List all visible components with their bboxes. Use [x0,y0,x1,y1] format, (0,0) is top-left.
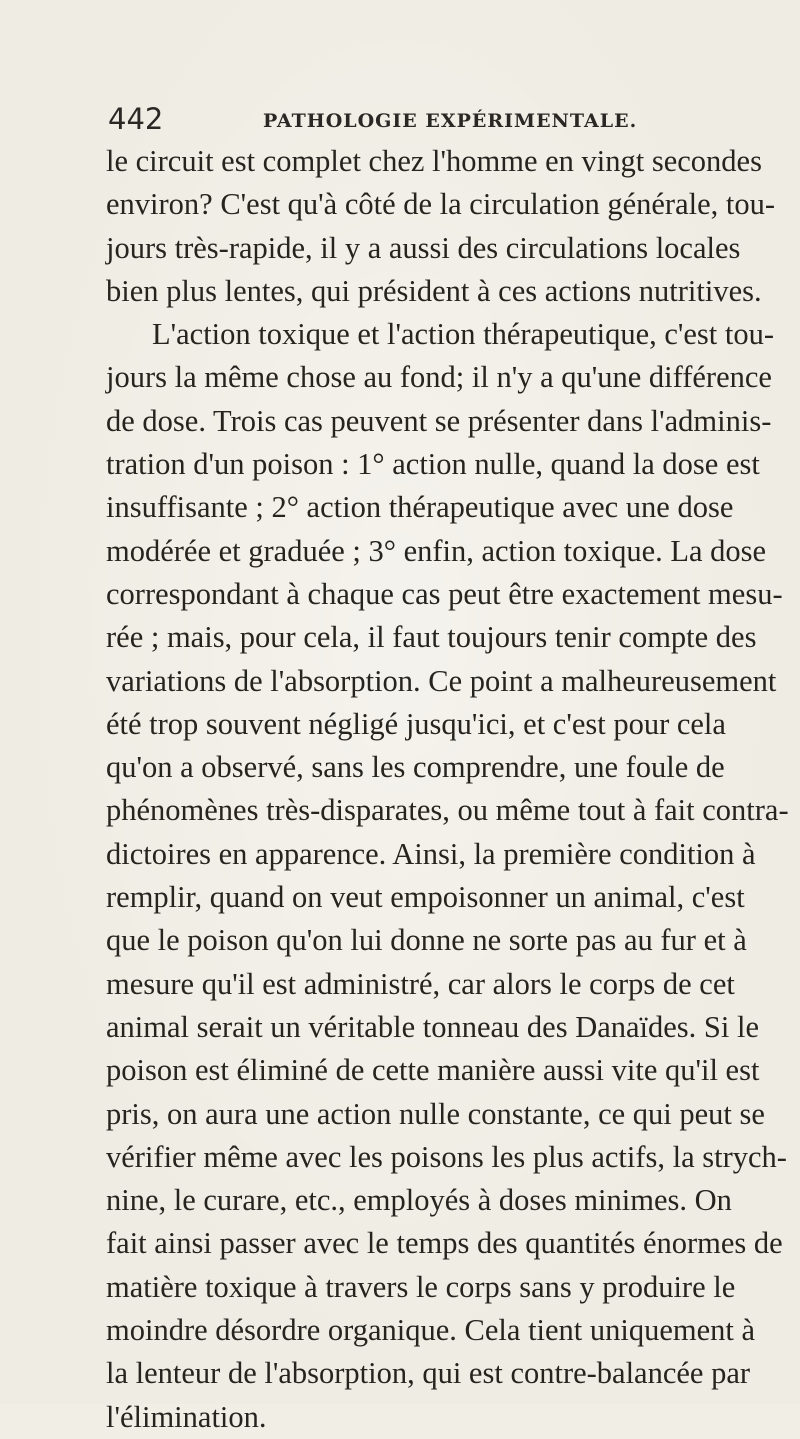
text-line: matière toxique à travers le corps sans y produire le [106,1269,736,1304]
text-line: tration d'un poison : 1° action nulle, quand la dose est [106,447,760,482]
running-head: PATHOLOGIE EXPÉRIMENTALE. [263,110,638,132]
text-line: phénomènes très-disparates, ou même tout à fait contra- [106,793,789,828]
text-line: modérée et graduée ; 3° enfin, action toxique. La dose [106,533,767,568]
page-header [108,102,708,138]
text-line: L'action toxique et l'action thérapeutique, c'est tou- [152,317,775,352]
text-line: jours très-rapide, il y a aussi des circulations locales [106,230,741,265]
text-line: fait ainsi passer avec le temps des quantités énormes de [106,1226,783,1261]
text-line: environ? C'est qu'à côté de la circulation générale, tou- [106,187,776,222]
text-line: été trop souvent négligé jusqu'ici, et c'est pour cela [106,706,726,741]
text-line: poison est éliminé de cette manière aussi vite qu'il est [106,1053,760,1088]
text-line: de dose. Trois cas peuvent se présenter dans l'adminis- [106,403,772,438]
text-line: la lenteur de l'absorption, qui est contre-balancée par [106,1356,751,1391]
page-number: 442 [108,102,164,136]
text-line: pris, on aura une action nulle constante, ce qui peut se [106,1096,765,1131]
text-line: nine, le curare, etc., employés à doses minimes. On [106,1183,732,1218]
text-line: variations de l'absorption. Ce point a malheureusement [106,663,777,698]
text-line: dictoires en apparence. Ainsi, la première condition à [106,836,756,871]
text-line: insuffisante ; 2° action thérapeutique avec une dose [106,490,734,525]
text-line: moindre désordre organique. Cela tient uniquement à [106,1313,756,1348]
text-line: qu'on a observé, sans les comprendre, une foule de [106,750,725,785]
text-line: bien plus lentes, qui président à ces actions nutritives. [106,273,762,308]
text-line: animal serait un véritable tonneau des Danaïdes. Si le [106,1009,759,1044]
body-text [106,140,789,1439]
text-line: remplir, quand on veut empoisonner un animal, c'est [106,880,745,915]
text-line: correspondant à chaque cas peut être exactement mesu- [106,576,783,611]
text-line: rée ; mais, pour cela, il faut toujours tenir compte des [106,620,757,655]
text-line: le circuit est complet chez l'homme en vingt secondes [106,144,762,178]
text-line: vérifier même avec les poisons les plus actifs, la strych- [106,1139,787,1174]
text-line: l'élimination. [106,1399,267,1434]
text-line: jours la même chose au fond; il n'y a qu'une différence [106,360,772,395]
text-line: mesure qu'il est administré, car alors le corps de cet [106,966,735,1001]
text-line: que le poison qu'on lui donne ne sorte pas au fur et à [106,923,747,958]
